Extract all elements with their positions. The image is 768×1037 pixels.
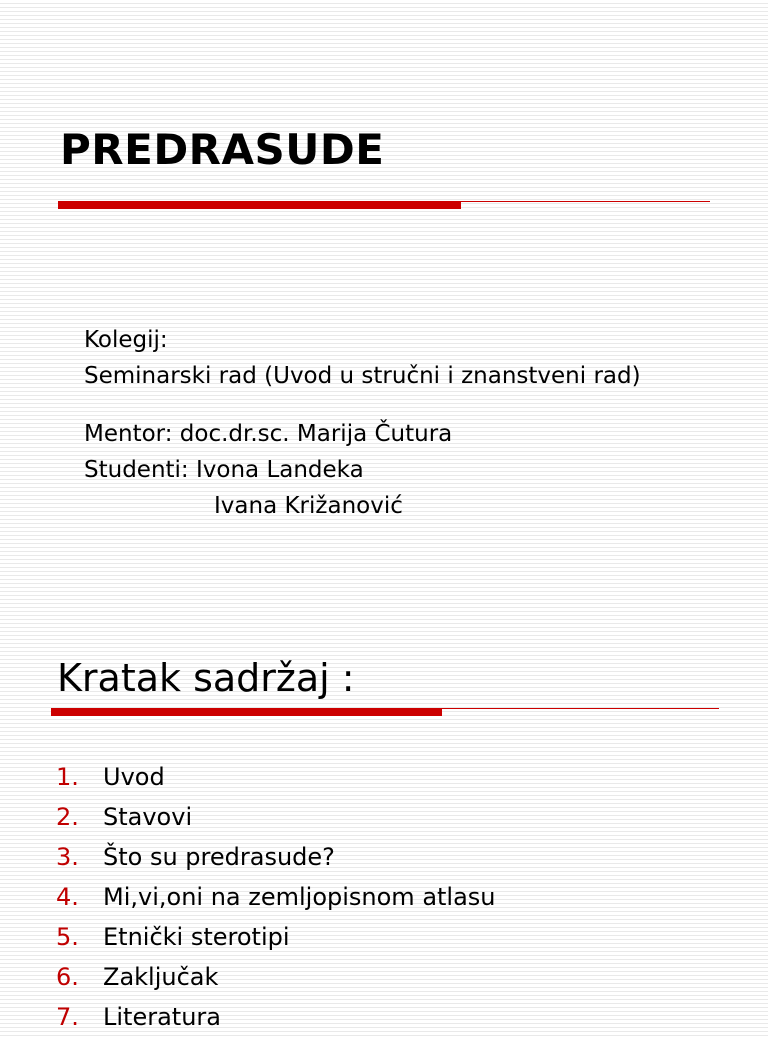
spacer [84, 394, 641, 416]
list-item [56, 917, 496, 957]
students-line: Studenti: Ivona Landeka [84, 457, 364, 483]
list-item [56, 957, 496, 997]
contents-list [56, 757, 496, 1037]
contents-underline-thin [442, 708, 719, 709]
list-text: Etnički sterotipi [103, 923, 290, 951]
list-item [56, 797, 496, 837]
course-label: Kolegij: [84, 327, 168, 353]
list-number: 1. [56, 763, 79, 791]
list-number: 5. [56, 923, 79, 951]
list-text: Stavovi [103, 803, 193, 831]
list-number: 3. [56, 843, 79, 871]
list-number: 4. [56, 883, 79, 911]
list-number: 2. [56, 803, 79, 831]
title-underline-thin [461, 201, 710, 202]
list-item [56, 837, 496, 877]
second-student-line [84, 488, 641, 524]
list-text: Literatura [103, 1003, 221, 1031]
course-name: Seminarski rad (Uvod u stručni i znanstveni rad) [84, 363, 641, 389]
slide-title: PREDRASUDE [60, 125, 385, 174]
list-item [56, 877, 496, 917]
list-text: Mi,vi,oni na zemljopisnom atlasu [103, 883, 496, 911]
list-item [56, 757, 496, 797]
course-info-block [84, 322, 641, 524]
list-item [56, 997, 496, 1037]
contents-title: Kratak sadržaj : [57, 656, 355, 700]
list-text: Zaključak [103, 963, 219, 991]
list-text: Što su predrasude? [103, 843, 335, 871]
list-number: 7. [56, 1003, 79, 1031]
list-number: 6. [56, 963, 79, 991]
student-name: Ivana Križanović [214, 493, 403, 519]
contents-underline-thick [51, 708, 442, 716]
list-text: Uvod [103, 763, 165, 791]
title-underline-thick [58, 201, 461, 209]
mentor-line: Mentor: doc.dr.sc. Marija Čutura [84, 421, 453, 447]
